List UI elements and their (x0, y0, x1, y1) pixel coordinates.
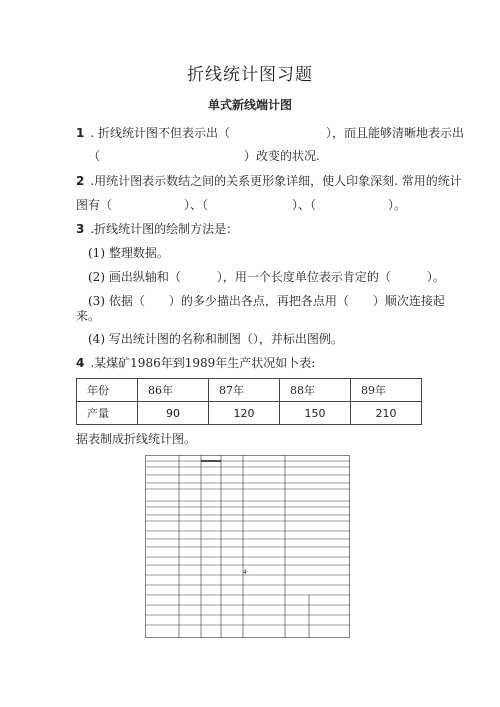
production-table (76, 378, 422, 425)
grid-lines (145, 455, 350, 638)
table-header-row (77, 379, 422, 402)
question-3-step-1: (1) 整理数据。 (88, 246, 169, 260)
grid-mark: 4· (243, 569, 249, 576)
table-header-cell: 86年 (138, 379, 209, 402)
question-3-step-4: (4) 写出统计图的名称和制图（），并标出图例。 (88, 332, 343, 346)
question-3-step-3-line-2: 来。 (76, 309, 101, 323)
question-1-text: . 折线统计图不但表示出（ ），而且能够清晰地表示出 (90, 126, 464, 140)
table-header-cell: 88年 (280, 379, 351, 402)
table-header-cell: 89年 (351, 379, 422, 402)
question-4-instruction: 据表制成折线统计图。 (76, 432, 197, 446)
question-2-line-1 (76, 172, 462, 189)
question-3-number: 3 (76, 222, 85, 236)
question-1-number: 1 (76, 126, 85, 140)
question-2-text: .用统计图表示数结之间的关系更形象详细，使人印象深刻. 常用的统计 (90, 174, 462, 188)
question-3-step-3-line-1: (3) 依据（ ）的多少描出各点，再把各点用（ ）顺次连接起 (88, 294, 445, 308)
question-1-line-2: （ ）改变的状况. (88, 149, 320, 163)
question-2-number: 2 (76, 174, 85, 188)
question-3-text: .折线统计图的绘制方法是： (90, 222, 239, 236)
section-subtitle: 单式新线端计图 (207, 98, 292, 112)
table-cell: 产量 (77, 402, 138, 425)
question-1-line-1 (76, 124, 464, 141)
question-4-text: .某煤矿1986年到1989年生产状况如卜表: (90, 356, 316, 370)
question-3-intro (76, 220, 238, 237)
table-row (77, 402, 422, 425)
question-4-intro (76, 354, 315, 371)
table-cell: 90 (138, 402, 209, 425)
page-title: 折线统计图习题 (187, 65, 313, 85)
table-cell: 150 (280, 402, 351, 425)
table-cell: 210 (351, 402, 422, 425)
blank-chart-grid (145, 455, 350, 638)
question-2-line-2: 图有（ ）、（ ）、（ ）。 (76, 198, 407, 212)
table-cell: 120 (209, 402, 280, 425)
question-3-step-2: (2) 画出纵轴和（ ），用一个长度单位表示肯定的（ ）。 (88, 270, 445, 284)
table-header-cell: 87年 (209, 379, 280, 402)
question-4-number: 4 (76, 356, 85, 370)
table-header-cell: 年份 (77, 379, 138, 402)
